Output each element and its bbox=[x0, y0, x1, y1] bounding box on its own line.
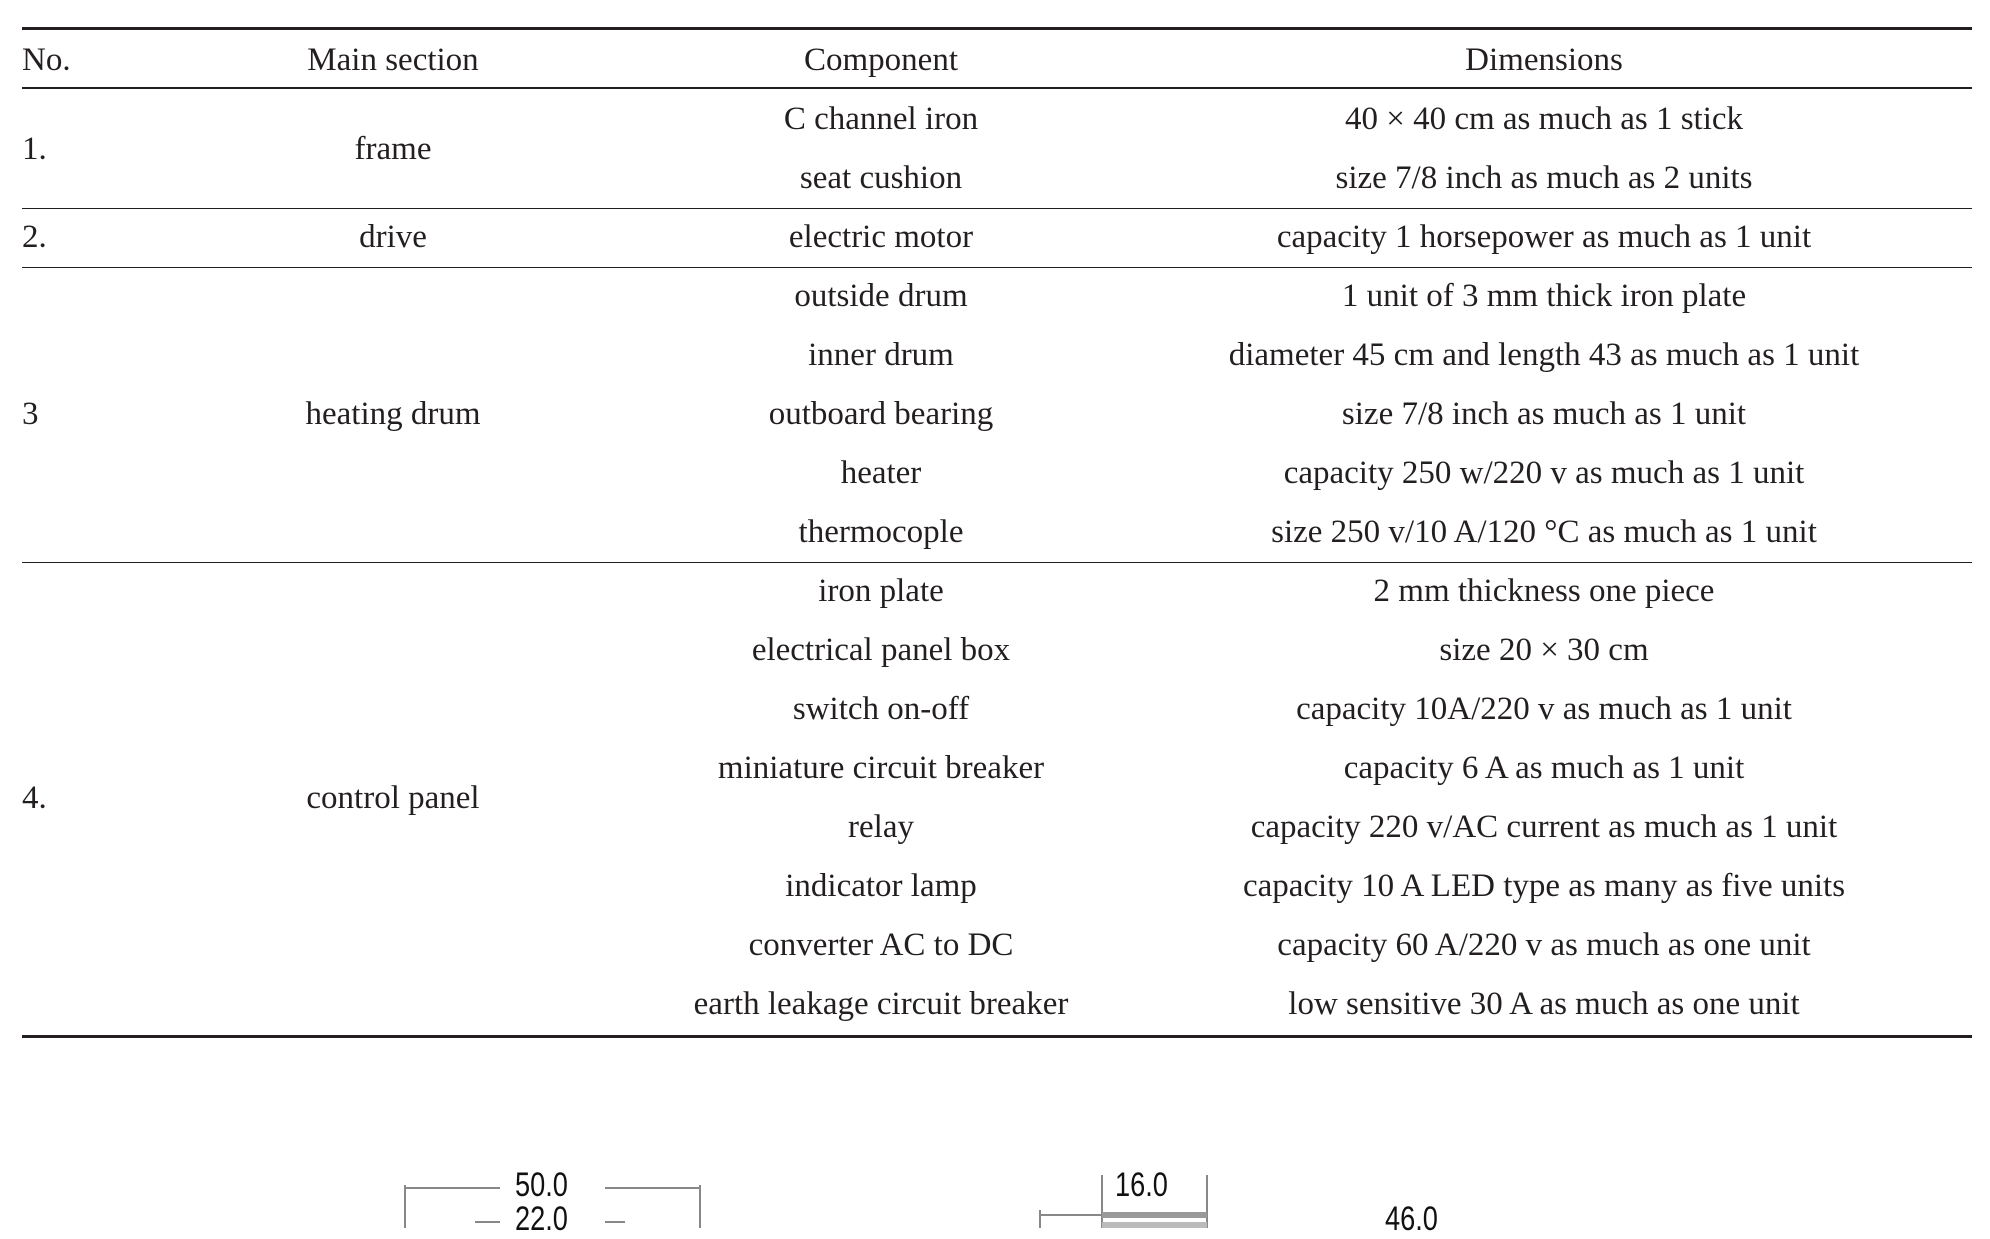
component-cell: indicator lamp bbox=[785, 868, 977, 904]
dimensions-cell: capacity 10A/220 v as much as 1 unit bbox=[1296, 691, 1792, 727]
component-cell: switch on-off bbox=[792, 691, 970, 727]
dimensions-cell: size 20 × 30 cm bbox=[1439, 632, 1649, 668]
component-cell: C channel iron bbox=[783, 101, 979, 137]
component-cell: seat cushion bbox=[799, 160, 963, 196]
header-dimensions: Dimensions bbox=[1465, 42, 1623, 78]
dimensions-cell: capacity 220 v/AC current as much as 1 unit bbox=[1250, 809, 1838, 845]
dimensions-cell: size 7/8 inch as much as 1 unit bbox=[1341, 396, 1747, 432]
row-number: 2. bbox=[22, 219, 47, 255]
component-cell: outboard bearing bbox=[768, 396, 994, 432]
dimensions-cell: low sensitive 30 A as much as one unit bbox=[1288, 986, 1800, 1022]
main-section-cell: heating drum bbox=[305, 396, 481, 432]
dimensions-cell: capacity 6 A as much as 1 unit bbox=[1343, 750, 1745, 786]
dimensions-cell: capacity 1 horsepower as much as 1 unit bbox=[1276, 219, 1812, 255]
group-divider bbox=[22, 562, 1972, 564]
header-rule bbox=[22, 87, 1972, 89]
top-rule bbox=[22, 27, 1972, 30]
component-cell: heater bbox=[840, 455, 922, 491]
component-cell: converter AC to DC bbox=[748, 927, 1014, 963]
component-cell: miniature circuit breaker bbox=[717, 750, 1045, 786]
group-divider bbox=[22, 208, 1972, 210]
dimensions-cell: capacity 60 A/220 v as much as one unit bbox=[1277, 927, 1811, 963]
row-number: 3 bbox=[22, 396, 39, 432]
dimension-label: 46.0 bbox=[1385, 1200, 1438, 1238]
dimension-label: 16.0 bbox=[1115, 1166, 1168, 1204]
component-cell: inner drum bbox=[808, 337, 954, 373]
dimensions-cell: size 7/8 inch as much as 2 units bbox=[1335, 160, 1753, 196]
dimensions-cell: diameter 45 cm and length 43 as much as 1 unit bbox=[1228, 337, 1860, 373]
dimension-label: 50.0 bbox=[515, 1166, 568, 1204]
dimension-label: 22.0 bbox=[515, 1200, 568, 1238]
dimensions-cell: capacity 250 w/220 v as much as 1 unit bbox=[1283, 455, 1805, 491]
component-cell: electric motor bbox=[788, 219, 974, 255]
row-number: 4. bbox=[22, 779, 47, 816]
component-cell: thermocople bbox=[798, 514, 964, 550]
main-section-cell: frame bbox=[354, 130, 432, 167]
component-cell: relay bbox=[848, 809, 914, 845]
header-main-section: Main section bbox=[307, 42, 479, 78]
component-cell: outside drum bbox=[794, 278, 968, 314]
component-cell: earth leakage circuit breaker bbox=[693, 986, 1069, 1022]
main-section-cell: control panel bbox=[306, 779, 480, 816]
header-no: No. bbox=[22, 42, 71, 78]
component-cell: iron plate bbox=[818, 573, 944, 609]
bottom-rule bbox=[22, 1035, 1972, 1039]
component-cell: electrical panel box bbox=[751, 632, 1011, 668]
dimensions-cell: 1 unit of 3 mm thick iron plate bbox=[1341, 278, 1747, 314]
header-component: Component bbox=[804, 42, 958, 78]
row-number: 1. bbox=[22, 130, 47, 167]
dimensions-cell: size 250 v/10 A/120 °C as much as 1 unit bbox=[1271, 514, 1817, 550]
dimensions-cell: 40 × 40 cm as much as 1 stick bbox=[1344, 101, 1744, 137]
main-section-cell: drive bbox=[359, 219, 427, 255]
dimensions-cell: 2 mm thickness one piece bbox=[1373, 573, 1715, 609]
dimensions-cell: capacity 10 A LED type as many as five units bbox=[1242, 868, 1846, 904]
group-divider bbox=[22, 267, 1972, 269]
